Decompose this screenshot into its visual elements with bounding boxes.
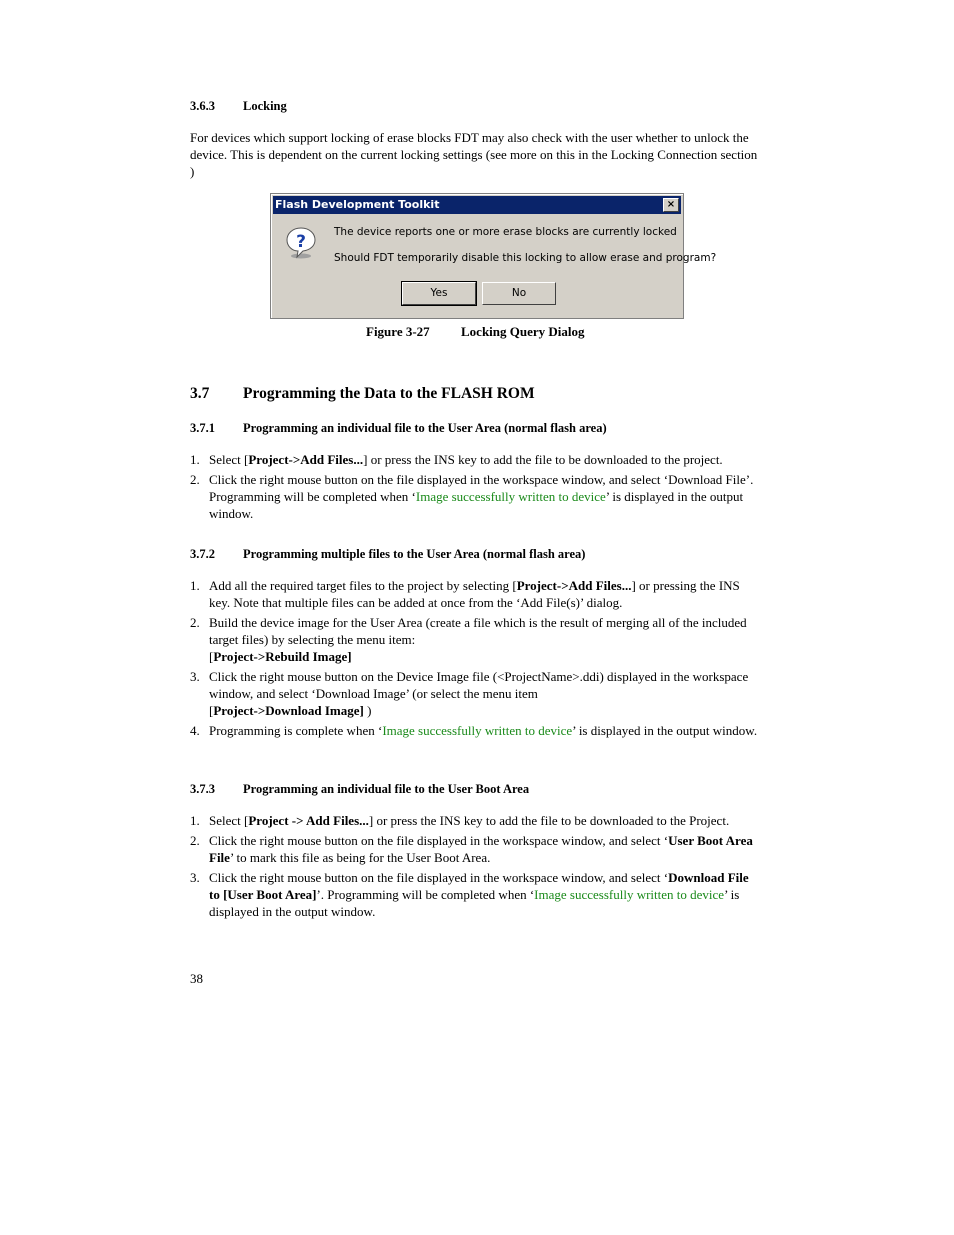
locking-query-dialog — [270, 193, 717, 319]
status-message: Image successfully written to device — [382, 723, 573, 738]
status-message: Image successfully written to device — [534, 887, 725, 902]
section-number: 3.7.2 — [190, 547, 215, 561]
figure-title: Locking Query Dialog — [461, 324, 585, 339]
heading-3-7-1 — [190, 421, 762, 439]
no-button[interactable]: No — [482, 282, 556, 305]
close-button[interactable] — [663, 198, 679, 212]
locking-paragraph: For devices which support locking of erase blocks FDT may also check with the user whether to unlock the device. This is dependent on the current locking settings (see more on this in the Locking Connection section ) — [190, 130, 758, 179]
dialog-titlebar — [273, 196, 681, 214]
steps-3-7-1 — [190, 451, 762, 525]
figure-number: Figure 3-27 — [366, 324, 430, 339]
list-item: 2. Click the right mouse button on the file displayed in the workspace window, and select ‘Download File’. Programming will be completed when ‘Image successfully written to device’ is displayed in the output window. — [190, 472, 754, 521]
list-item: 3. Click the right mouse button on the Device Image file (<ProjectName>.ddi) displayed in the workspace window, and select ‘Download Image’ (or select the menu item [Project->Download Image] ) — [190, 669, 749, 718]
section-number: 3.7 — [190, 385, 210, 402]
question-icon — [284, 225, 318, 259]
list-item: 2. Build the device image for the User Area (create a file which is the result of merging all of the included target files) by selecting the menu item: [Project->Rebuild Image] — [190, 615, 747, 664]
section-title: Programming the Data to the FLASH ROM — [243, 385, 535, 402]
dialog-message-line2: Should FDT temporarily disable this locking to allow erase and program? — [334, 252, 717, 264]
section-title: Locking — [243, 99, 287, 113]
heading-3-7-2 — [190, 547, 762, 565]
figure-caption — [366, 324, 585, 340]
svg-text:?: ? — [296, 232, 306, 252]
list-item: 3. Click the right mouse button on the file displayed in the workspace window, and select ‘Download File to [User Boot Area]’. Programming will be completed when ‘Image successfully written to device’ is displayed in the output window. — [190, 870, 749, 919]
list-item: 4. Programming is complete when ‘Image successfully written to device’ is displayed in the output window. — [190, 723, 758, 738]
dialog-message-line1: The device reports one or more erase blocks are currently locked — [334, 226, 677, 238]
section-title: Programming an individual file to the User Boot Area — [243, 782, 530, 796]
close-icon: × — [666, 199, 676, 210]
steps-3-7-2 — [190, 577, 762, 742]
page-number: 38 — [190, 971, 203, 986]
yes-button[interactable]: Yes — [402, 282, 476, 305]
section-number: 3.7.3 — [190, 782, 215, 796]
list-item: 2. Click the right mouse button on the file displayed in the workspace window, and select ‘User Boot Area File’ to mark this file as being for the User Boot Area. — [190, 833, 753, 865]
section-title: Programming an individual file to the User Area (normal flash area) — [243, 421, 607, 435]
status-message: Image successfully written to device — [415, 489, 606, 504]
list-item: 1. Select [Project -> Add Files...] or press the INS key to add the file to be downloaded to the Project. — [190, 813, 730, 828]
list-item: 1. Add all the required target files to the project by selecting [Project->Add Files...] or pressing the INS key. Note that multiple files can be added at once from the ‘Add File(s)’ dialog. — [190, 578, 740, 610]
dialog-title: Flash Development Toolkit — [275, 198, 440, 211]
section-number: 3.7.1 — [190, 421, 215, 435]
heading-3-6-3 — [190, 99, 762, 117]
heading-3-7 — [190, 385, 762, 403]
steps-3-7-3 — [190, 812, 762, 923]
heading-3-7-3 — [190, 782, 762, 800]
list-item: 1. Select [Project->Add Files...] or press the INS key to add the file to be downloaded to the project. — [190, 452, 723, 467]
section-title: Programming multiple files to the User Area (normal flash area) — [243, 547, 586, 561]
section-number: 3.6.3 — [190, 99, 215, 113]
